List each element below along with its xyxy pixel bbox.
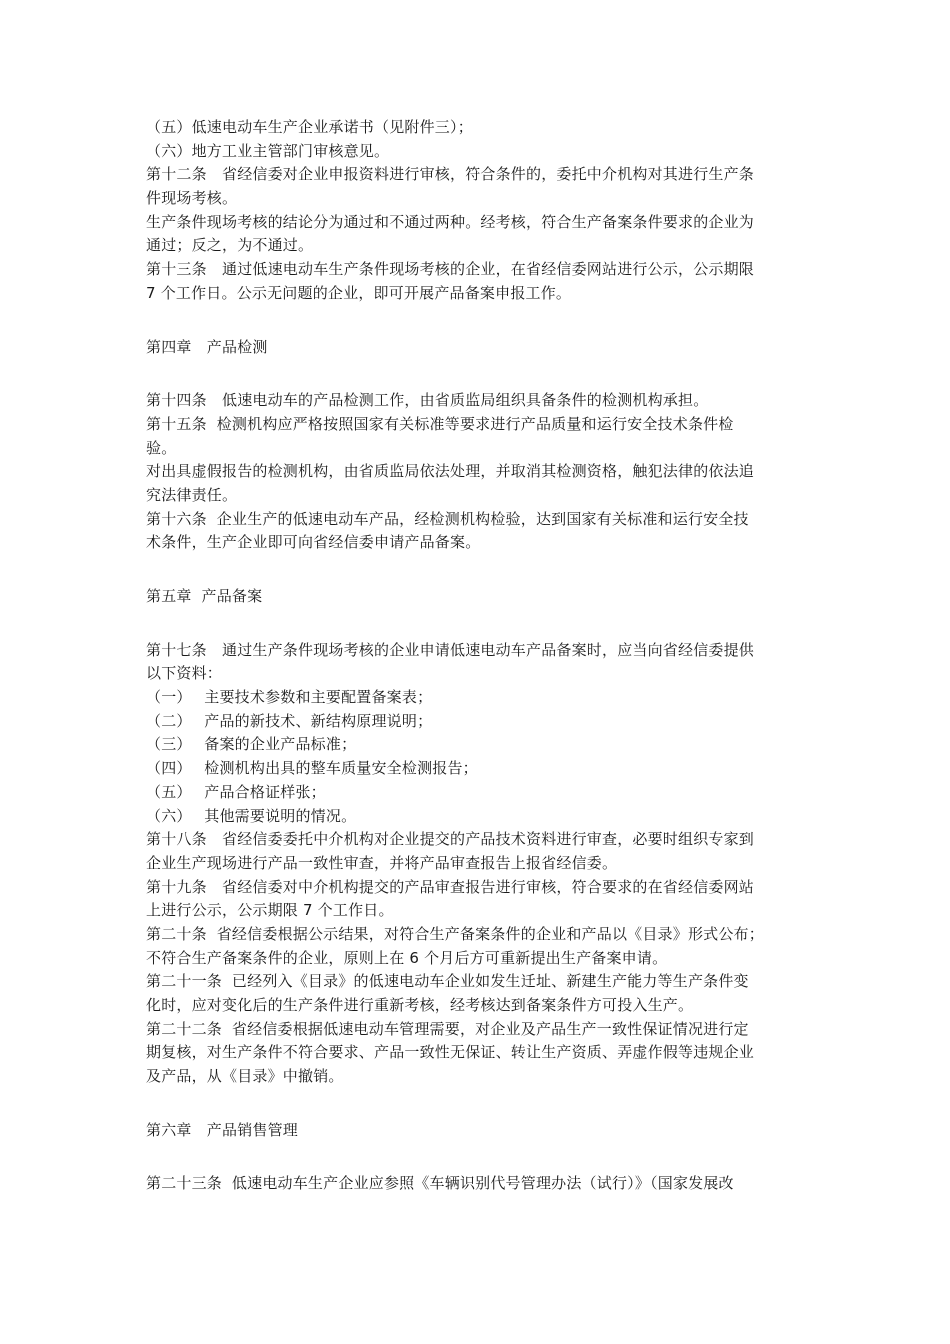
article-15-cont: 验。 — [146, 438, 177, 457]
article-12-cont: 件现场考核。 — [146, 189, 238, 208]
list-item-5: （五）低速电动车生产企业承诺书（见附件三）； — [146, 118, 473, 136]
article-18: 第十八条 省经信委委托中介机构对企业提交的产品技术资料进行审查，必要时组织专家到 — [146, 830, 755, 849]
article-13: 第十三条 通过低速电动车生产条件现场考核的企业，在省经信委网站进行公示，公示期限 — [146, 260, 755, 279]
article-15: 第十五条 检测机构应严格按照国家有关标准等要求进行产品质量和运行安全技术条件检 — [146, 414, 734, 433]
article-22-cont-2: 及产品，从《目录》中撤销。 — [146, 1067, 344, 1086]
article-22-cont: 期复核，对生产条件不符合要求、产品一致性无保证、转让生产资质、弄虚作假等违规企业 — [146, 1043, 755, 1062]
list-item-5: （五） 产品合格证样张； — [146, 782, 326, 801]
article-19: 第十九条 省经信委对中介机构提交的产品审查报告进行审核，符合要求的在省经信委网站 — [146, 877, 755, 896]
list-item-4: （四） 检测机构出具的整车质量安全检测报告； — [146, 759, 478, 778]
list-item-3: （三） 备案的企业产品标准； — [146, 735, 357, 754]
paragraph: 对出具虚假报告的检测机构，由省质监局依法处理，并取消其检测资格，触犯法律的依法追 — [146, 462, 755, 481]
article-16-cont: 术条件，生产企业即可向省经信委申请产品备案。 — [146, 533, 481, 552]
chapter-6-heading: 第六章 产品销售管理 — [146, 1120, 299, 1139]
article-21: 第二十一条 已经列入《目录》的低速电动车企业如发生迁址、新建生产能力等生产条件变 — [146, 972, 749, 991]
list-item-1: （一） 主要技术参数和主要配置备案表； — [146, 688, 433, 707]
article-14: 第十四条 低速电动车的产品检测工作，由省质监局组织具备条件的检测机构承担。 — [146, 391, 709, 410]
list-item-2: （二） 产品的新技术、新结构原理说明； — [146, 711, 433, 730]
article-22: 第二十二条 省经信委根据低速电动车管理需要，对企业及产品生产一致性保证情况进行定 — [146, 1019, 749, 1038]
article-13-cont: 7 个工作日。公示无问题的企业，即可开展产品备案申报工作。 — [146, 283, 572, 302]
article-21-cont: 化时，应对变化后的生产条件进行重新考核，经考核达到备案条件方可投入生产。 — [146, 996, 694, 1014]
chapter-5-heading: 第五章 产品备案 — [146, 587, 263, 605]
paragraph-cont: 究法律责任。 — [146, 485, 238, 504]
chapter-4-heading: 第四章 产品检测 — [146, 337, 268, 356]
document-page — [146, 116, 810, 1196]
article-18-cont: 企业生产现场进行产品一致性审查，并将产品审查报告上报省经信委。 — [146, 853, 618, 872]
paragraph: 生产条件现场考核的结论分为通过和不通过两种。经考核，符合生产备案条件要求的企业为 — [146, 212, 755, 231]
article-23: 第二十三条 低速电动车生产企业应参照《车辆识别代号管理办法（试行）》（国家发展改 — [146, 1174, 734, 1193]
article-16: 第十六条 企业生产的低速电动车产品，经检测机构检验，达到国家有关标准和运行安全技 — [146, 509, 749, 528]
article-20: 第二十条 省经信委根据公示结果，对符合生产备案条件的企业和产品以《目录》形式公布； — [146, 924, 764, 943]
list-item-6: （六）地方工业主管部门审核意见。 — [146, 141, 390, 160]
list-item-6: （六） 其他需要说明的情况。 — [146, 806, 357, 825]
paragraph-cont: 通过；反之，为不通过。 — [146, 236, 314, 255]
article-12: 第十二条 省经信委对企业申报资料进行审核，符合条件的，委托中介机构对其进行生产条 — [146, 165, 755, 184]
article-17: 第十七条 通过生产条件现场考核的企业申请低速电动车产品备案时，应当向省经信委提供 — [146, 640, 755, 659]
article-19-cont: 上进行公示，公示期限 7 个工作日。 — [146, 901, 394, 920]
article-17-cont: 以下资料： — [146, 664, 223, 683]
article-20-cont: 不符合生产备案条件的企业，原则上在 6 个月后方可重新提出生产备案申请。 — [146, 948, 668, 967]
